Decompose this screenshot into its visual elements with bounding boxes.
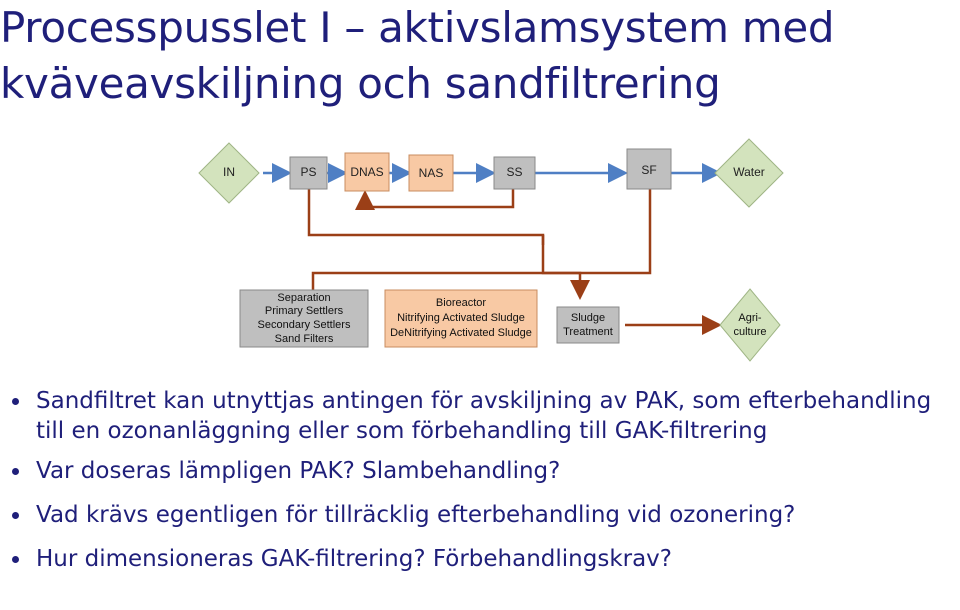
title-line-1: Processpusslet I – aktivslamsystem med (0, 3, 835, 52)
node-dnas (345, 153, 389, 191)
svg-text:Treatment: Treatment (563, 325, 613, 338)
svg-text:Nitrifying Activated Sludge: Nitrifying Activated Sludge (397, 311, 525, 324)
svg-text:Water: Water (733, 165, 765, 180)
svg-text:DNAS: DNAS (350, 165, 384, 180)
title-line-2: kväveavskiljning och sandfiltrering (0, 59, 721, 108)
node-agriculture (720, 289, 780, 361)
svg-text:SS: SS (506, 165, 523, 180)
svg-text:SF: SF (641, 163, 657, 178)
slide-title (0, 0, 960, 112)
primary-sludge-line (309, 189, 543, 245)
bullet-item: Sandfiltret kan utnyttjas antingen för avskiljning av PAK, som efterbehandling till en ozonanläggning eller som förbehandling till GAK-filtrering (8, 386, 958, 446)
svg-text:NAS: NAS (418, 166, 444, 181)
svg-text:DeNitrifying Activated Sludge: DeNitrifying Activated Sludge (390, 326, 532, 339)
svg-text:culture: culture (733, 325, 767, 338)
node-water (715, 139, 783, 207)
node-nas (409, 155, 453, 191)
node-in (199, 143, 259, 203)
svg-text:Separation: Separation (277, 291, 331, 304)
node-sludge-treatment (557, 307, 619, 343)
svg-text:Sand Filters: Sand Filters (274, 332, 334, 345)
node-ss (494, 157, 535, 189)
legend-bioreactor (385, 290, 537, 347)
legend-separation (240, 290, 368, 347)
svg-text:Bioreactor: Bioreactor (435, 296, 487, 309)
bullet-item: Var doseras lämpligen PAK? Slambehandling? (8, 456, 958, 486)
process-diagram (195, 135, 785, 365)
node-ps (290, 157, 327, 189)
svg-text:Primary Settlers: Primary Settlers (264, 304, 344, 317)
svg-text:Secondary Settlers: Secondary Settlers (257, 318, 351, 331)
svg-text:Agri-: Agri- (738, 311, 762, 324)
sludge-to-treatment-line (543, 235, 580, 295)
svg-text:PS: PS (300, 165, 317, 180)
bullet-list (8, 386, 958, 588)
bullet-item: Vad krävs egentligen för tillräcklig efterbehandling vid ozonering? (8, 500, 958, 530)
node-sf (627, 149, 671, 189)
return-sludge-line (365, 189, 513, 207)
bullet-item: Hur dimensioneras GAK-filtrering? Förbehandlingskrav? (8, 544, 958, 574)
svg-text:IN: IN (223, 165, 235, 180)
svg-text:Sludge: Sludge (570, 311, 606, 324)
